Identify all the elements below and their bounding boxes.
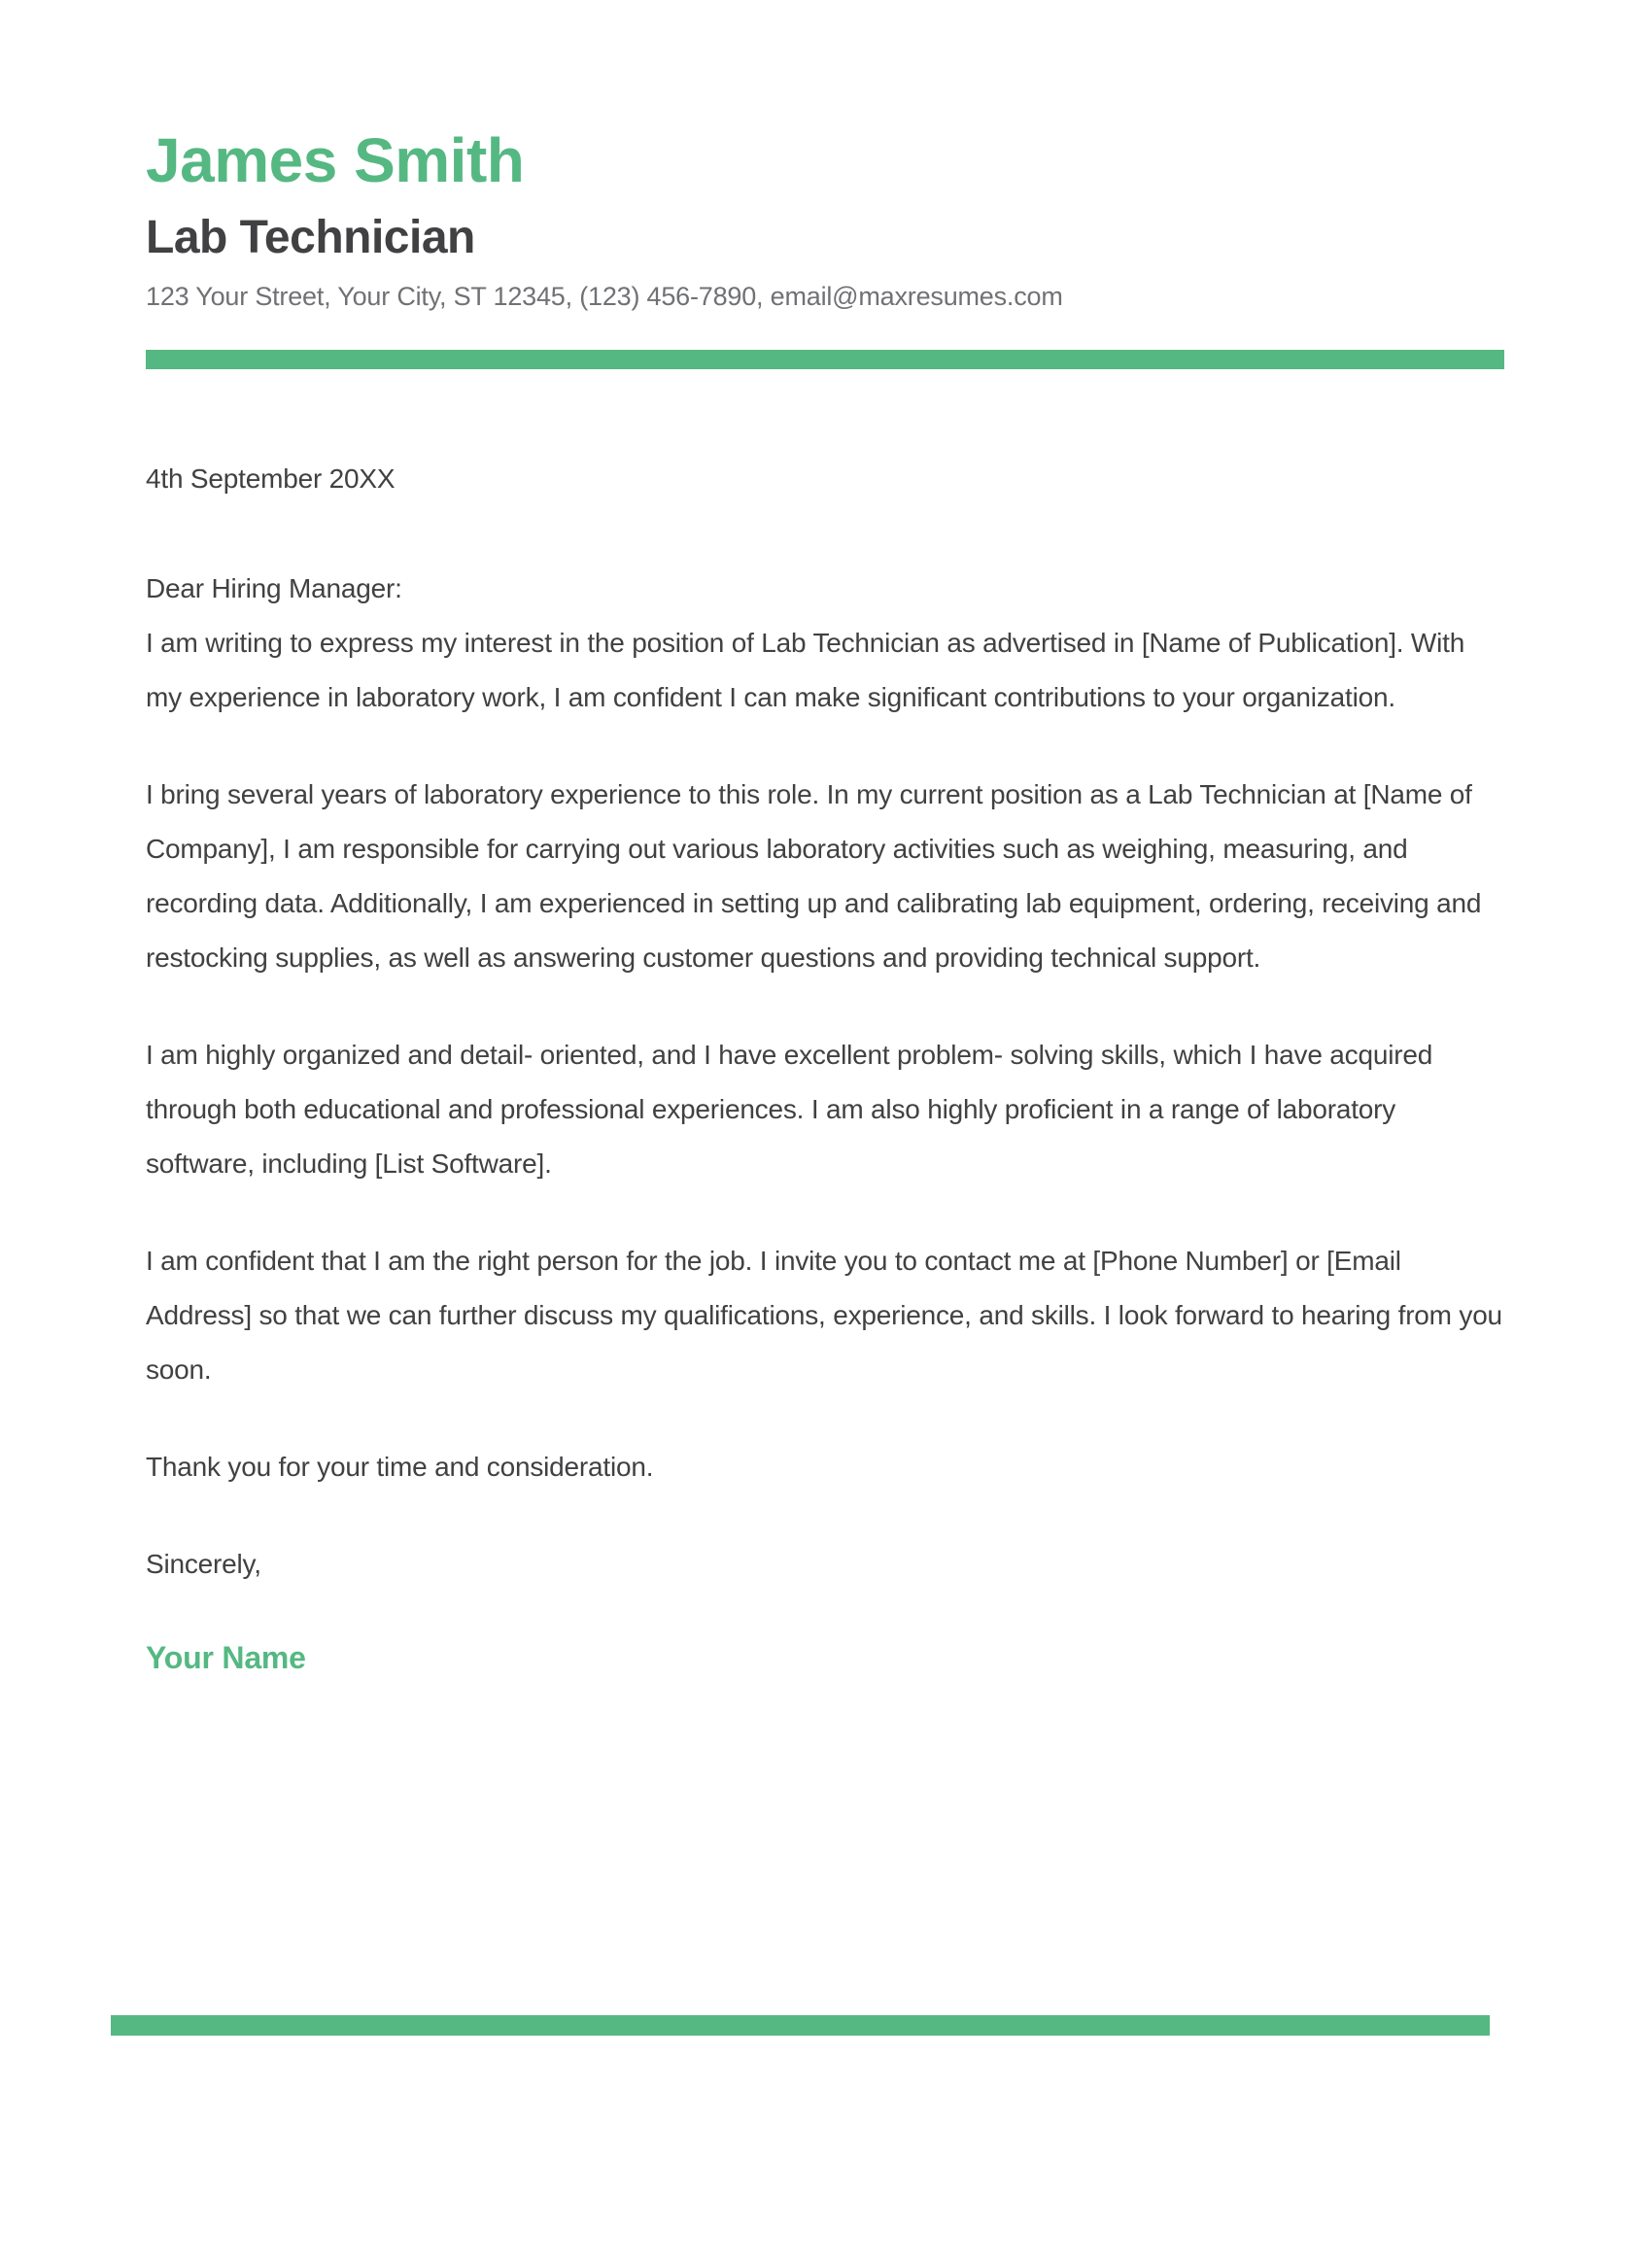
letter-paragraph: I am writing to express my interest in the position of Lab Technician as advertised in [Name of Publication]. With my experience in laboratory work, I am confident I can make significant contributions to your organization. xyxy=(146,628,1465,712)
header-divider-bar xyxy=(146,350,1504,369)
letter-paragraph: I am highly organized and detail- oriented, and I have excellent problem- solving skills, which I have acquired through both educational and professional experiences. I am also highly proficient in a range of laboratory software, including [List Software]. xyxy=(146,1040,1433,1179)
footer-divider-bar xyxy=(111,2015,1490,2036)
letter-paragraph: I am confident that I am the right person for the job. I invite you to contact me at [Phone Number] or [Email Address] so that we can further discuss my qualifications, experience, and skills. I look forward to hearing from you soon. xyxy=(146,1246,1502,1385)
signature-name: Your Name xyxy=(146,1640,306,1675)
letter-date: 4th September 20XX xyxy=(146,463,396,494)
letter-header xyxy=(146,124,1506,369)
candidate-name: James Smith xyxy=(146,125,525,195)
letter-paragraph: Thank you for your time and consideration. xyxy=(146,1452,654,1482)
letter-body xyxy=(146,452,1506,1677)
letter-paragraph: I bring several years of laboratory experience to this role. In my current position as a Lab Technician at [Name of Company], I am responsible for carrying out various laboratory activities such as weighing, measuring, and recording data. Additionally, I am experienced in setting up and calibrating lab equipment, ordering, receiving and restocking supplies, as well as answering customer questions and providing technical support. xyxy=(146,779,1482,973)
salutation: Dear Hiring Manager: xyxy=(146,573,402,603)
letter-content xyxy=(0,124,1652,1677)
closing: Sincerely, xyxy=(146,1549,261,1579)
letter-page xyxy=(0,124,1652,2262)
contact-info: 123 Your Street, Your City, ST 12345, (123) 456-7890, email@maxresumes.com xyxy=(146,282,1063,311)
job-title: Lab Technician xyxy=(146,212,475,263)
